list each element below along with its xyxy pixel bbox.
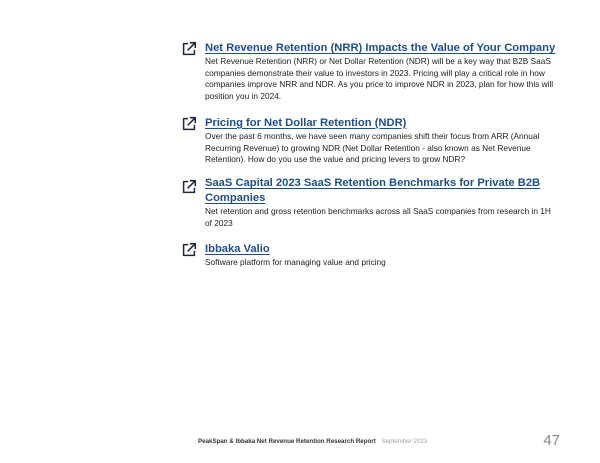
resource-item-saas-capital — [180, 176, 560, 229]
resource-description: Software platform for managing value and pricing — [205, 257, 386, 268]
page-number: 47 — [543, 432, 560, 449]
resource-link[interactable]: Net Revenue Retention (NRR) Impacts the Value of Your Company — [205, 42, 556, 54]
resource-item-nrr-impacts — [180, 38, 560, 103]
external-link-icon[interactable] — [180, 178, 198, 196]
resource-link[interactable]: Pricing for Net Dollar Retention (NDR) — [205, 116, 407, 129]
resource-item-pricing-ndr — [180, 113, 560, 166]
resource-list — [180, 38, 560, 279]
resource-link[interactable]: SaaS Capital 2023 SaaS Retention Benchmarks for Private B2B Companies — [205, 176, 541, 204]
resource-description: Over the past 6 months, we have seen many companies shift their focus from ARR (Annual Recurring Revenue) to growing NDR (Net Dollar Retention - also known as Net Revenue Retention). How do you use the value and pricing levers to grow NDR? — [205, 130, 540, 165]
external-link-icon[interactable] — [180, 241, 198, 259]
external-link-icon[interactable] — [180, 115, 198, 133]
resource-item-ibbaka-valio — [180, 239, 560, 269]
footer-report-title: PeakSpan & Ibbaka Net Revenue Retention Research Report — [198, 438, 376, 445]
external-link-icon[interactable] — [180, 40, 198, 58]
resource-description: Net Revenue Retention (NRR) or Net Dollar Retention (NDR) will be a key way that B2B SaaS companies demonstrate their value to investors in 2023. Pricing will play a critical role in how companies improve NRR and NDR. As you price to improve NDR in 2023, plan for how this will position you in 2024. — [205, 56, 554, 102]
resource-link[interactable]: Ibbaka Valio — [205, 243, 270, 256]
resource-description: Net retention and gross retention benchmarks across all SaaS companies from research in 1H of 2023 — [205, 205, 551, 228]
footer-date: September 2023 — [381, 438, 428, 445]
page-footer — [198, 438, 427, 445]
